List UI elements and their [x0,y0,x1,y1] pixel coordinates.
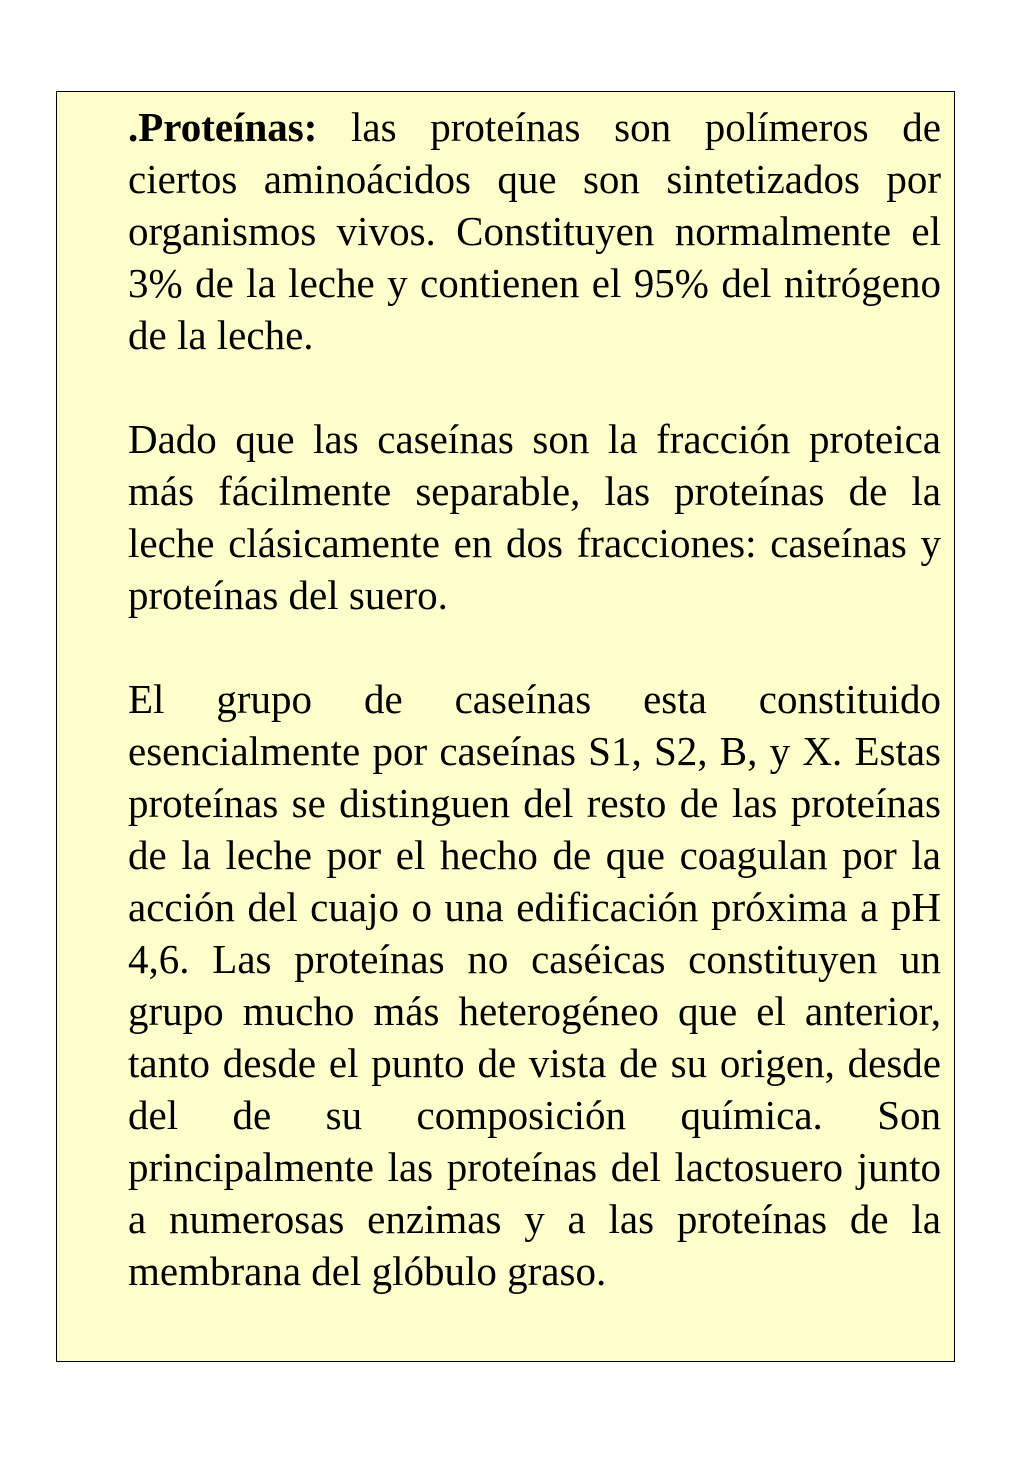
paragraph-1-text: las proteínas son polímeros de ciertos aminoácidos que son sintetizados por organismos vivos. Constituyen normalmente el 3% de la leche y contienen el 95% del nitrógeno de la leche. [128,104,941,358]
term-heading: .Proteínas: [128,104,318,150]
paragraph-proteins-definition [128,101,941,361]
paragraph-3: El grupo de caseínas esta constituido esencialmente por caseínas S1, S2, B, y X. Estas proteínas se distinguen del resto de las proteínas de la leche por el hecho de que coagulan por la acción del cuajo o una edificación próxima a pH 4,6. Las proteínas no caséicas constituyen un grupo mucho más heterogéneo que el anterior, tanto desde el punto de vista de su origen, desde del de su composición química. Son principalmente las proteínas del lactosuero junto a numerosas enzimas y a las proteínas de la membrana del glóbulo graso. [128,676,941,1294]
paragraph-2: Dado que las caseínas son la fracción proteica más fácilmente separable, las proteínas de la leche clásicamente en dos fracciones: caseínas y proteínas del suero. [128,416,941,618]
text-block [128,101,941,1297]
